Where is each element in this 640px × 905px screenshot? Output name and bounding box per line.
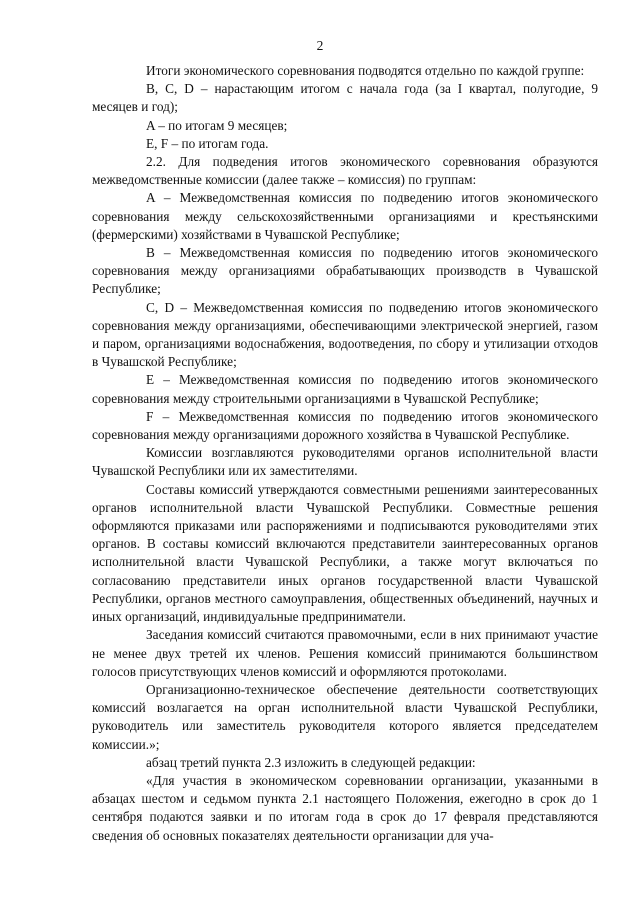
paragraph: 2.2. Для подведения итогов экономического соревнования образуются межведомственные комиссии (далее также – комиссия) по группам: <box>92 154 598 188</box>
paragraph: Комиссии возглавляются руководителями органов исполнительной власти Чувашской Республики или их заместителями. <box>92 445 598 479</box>
document-body <box>92 62 598 845</box>
paragraph: абзац третий пункта 2.3 изложить в следующей редакции: <box>146 754 476 770</box>
paragraph: B – Межведомственная комиссия по подведению итогов экономического соревнования между организациями обрабатывающих производств в Чувашской Республике; <box>92 245 598 297</box>
paragraph: «Для участия в экономическом соревновании организации, указанными в абзацах шестом и седьмом пункта 2.1 настоящего Положения, ежегодно в срок до 1 сентября подаются заявки и по итогам года в срок до 17 февраля представляются сведения об основных показателях деятельности организации для уча- <box>92 772 598 843</box>
paragraph: E – Межведомственная комиссия по подведению итогов экономического соревнования между строительными организациями в Чувашской Республике; <box>92 372 598 406</box>
paragraph: Организационно-техническое обеспечение деятельности соответствующих комиссий возлагается на орган исполнительной власти Чувашской Республики, руководитель или заместитель руководителя которого является председателем комиссии.»; <box>92 681 598 752</box>
paragraph: A – Межведомственная комиссия по подведению итогов экономического соревнования между сельскохозяйственными организациями и крестьянскими (фермерскими) хозяйствами в Чувашской Республике; <box>92 190 598 242</box>
paragraph: C, D – Межведомственная комиссия по подведению итогов экономического соревнования между организациями, обеспечивающими электрической энергией, газом и паром, организациями водоснабжения, водоотведения, по сбору и утилизации отходов в Чувашской Республике; <box>92 299 598 370</box>
page-number: 2 <box>316 38 324 53</box>
paragraph: Заседания комиссий считаются правомочными, если в них принимают участие не менее двух третей их членов. Решения комиссий принимаются большинством голосов присутствующих членов комиссий и оформляются протоколами. <box>92 627 598 679</box>
paragraph: E, F – по итогам года. <box>146 135 269 151</box>
paragraph: A – по итогам 9 месяцев; <box>146 117 288 133</box>
paragraph: Составы комиссий утверждаются совместными решениями заинтересованных органов исполнительной власти Чувашской Республики. Совместные решения оформляются приказами или распоряжениями и подписываются руководителями этих органов. В составы комиссий включаются представители заинтересованных органов исполнительной власти Чувашской Республики, а также могут включаться по согласованию представители иных органов государственной власти Чувашской Республики, органов местного самоуправления, общественных объединений, научных и иных организаций, индивидуальные предприниматели. <box>92 481 598 625</box>
paragraph: B, C, D – нарастающим итогом с начала года (за I квартал, полугодие, 9 месяцев и год); <box>92 81 598 115</box>
paragraph: Итоги экономического соревнования подводятся отдельно по каждой группе: <box>146 63 585 78</box>
paragraph: F – Межведомственная комиссия по подведению итогов экономического соревнования между организациями дорожного хозяйства в Чувашской Республике. <box>92 408 598 443</box>
